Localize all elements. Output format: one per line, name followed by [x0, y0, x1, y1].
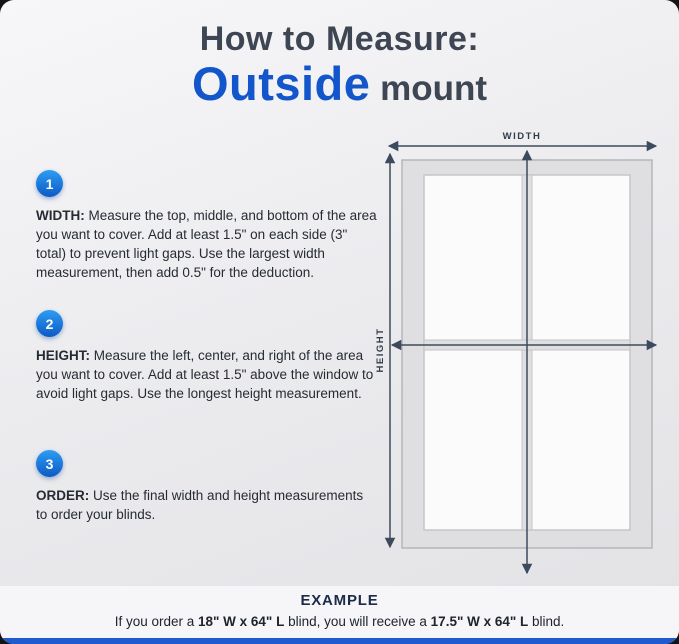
step-3-text — [36, 486, 378, 524]
step-1-badge: 1 — [36, 170, 63, 197]
step-1-label: WIDTH: — [36, 208, 85, 223]
step-1-body: Measure the top, middle, and bottom of the area you want to cover. Add at least 1.5" on each side (3" total) to prevent light gaps. Use the largest width measurement, then add 0.5" for the deduction. — [36, 208, 377, 281]
title-line-1: How to Measure: — [199, 20, 480, 58]
example-prefix: If you order a — [114, 614, 198, 629]
window-measurement-diagram — [375, 130, 670, 585]
example-receive-size: 17.5" W x 64" L — [430, 614, 529, 629]
title-line-2 — [0, 59, 679, 114]
example-text — [0, 614, 679, 629]
example-heading: EXAMPLE — [300, 592, 379, 609]
step-3-badge: 3 — [36, 450, 63, 477]
page-title — [0, 20, 679, 114]
example-suffix: blind. — [528, 614, 565, 629]
step-1-text — [36, 206, 378, 283]
example-order-size: 18" W x 64" L — [198, 614, 285, 629]
width-arrow-label: WIDTH — [502, 131, 542, 142]
step-2-badge: 2 — [36, 310, 63, 337]
example-section — [0, 592, 679, 629]
step-2-text — [36, 346, 378, 403]
title-highlight: Outside — [191, 57, 371, 110]
step-2-label: HEIGHT: — [36, 348, 90, 363]
height-arrow-label: HEIGHT — [375, 327, 386, 373]
step-3-body: Use the final width and height measurements to order your blinds. — [36, 488, 364, 523]
bottom-accent-bar — [0, 638, 679, 644]
step-3-label: ORDER: — [36, 488, 90, 503]
title-mount: mount — [370, 69, 488, 108]
example-middle: blind, you will receive a — [284, 614, 431, 629]
step-2-body: Measure the left, center, and right of the area you want to cover. Add at least 1.5" above the window to avoid light gaps. Use the longest height measurement. — [36, 348, 374, 402]
